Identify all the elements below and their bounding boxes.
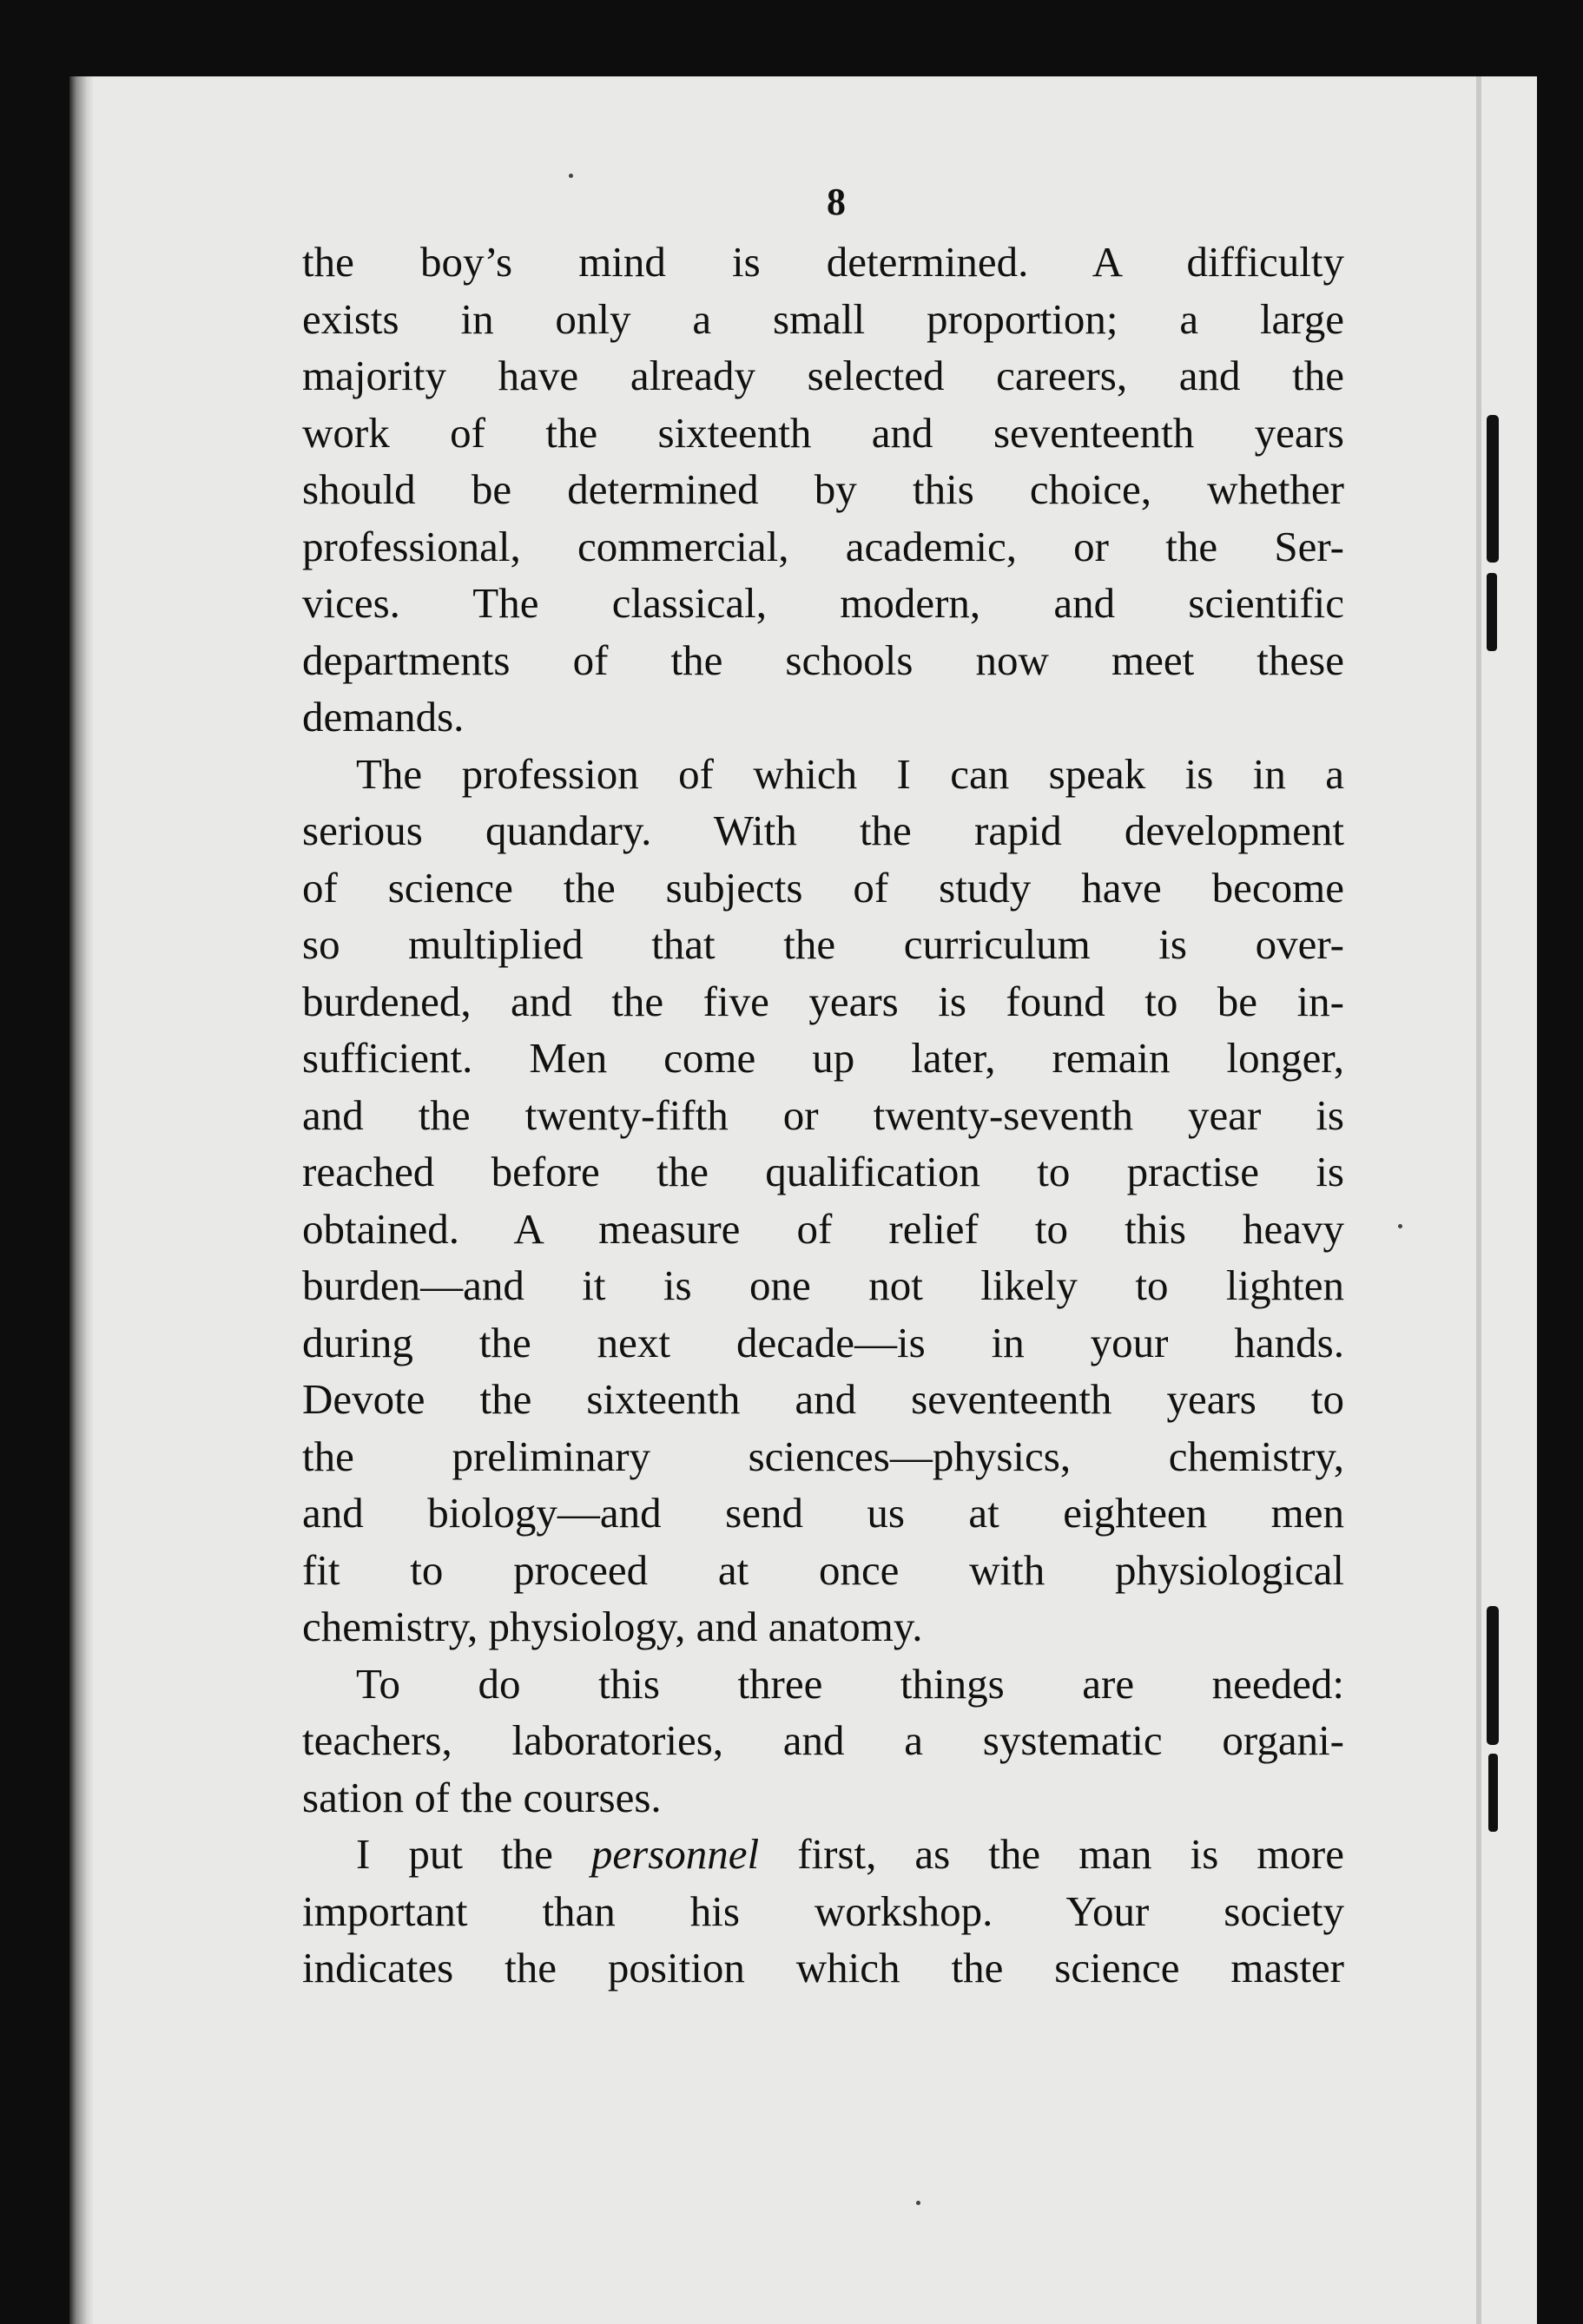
italic-word: personnel <box>590 1830 760 1878</box>
text-line: chemistry, physiology, and anatomy. <box>302 1603 923 1650</box>
binding-gutter <box>69 76 94 2324</box>
text-line: vices. The classical, modern, and scientific <box>302 579 1344 627</box>
text-line: work of the sixteenth and seventeenth years <box>302 408 1344 457</box>
scan-mark <box>1487 1606 1499 1745</box>
page-edge <box>1476 76 1481 2324</box>
text-line: the preliminary sciences—physics, chemistry, <box>302 1432 1344 1480</box>
text-line: obtained. A measure of relief to this heavy <box>302 1204 1344 1253</box>
text-line: indicates the position which the science master <box>302 1944 1344 1992</box>
text-line: professional, commercial, academic, or the Ser- <box>302 522 1344 570</box>
scan-mark <box>1487 415 1499 563</box>
text-line: reached before the qualification to practise is <box>302 1148 1344 1195</box>
text-line: of science the subjects of study have become <box>302 863 1344 912</box>
text-line: The profession of which I can speak is in a <box>356 749 1344 798</box>
text-run: I put the <box>356 1830 591 1878</box>
text-line: sation of the courses. <box>302 1773 662 1821</box>
text-line: majority have already selected careers, and the <box>302 352 1344 399</box>
text-line: burdened, and the five years is found to be in- <box>302 977 1344 1025</box>
scan-mark <box>1487 573 1497 651</box>
page-text <box>302 178 1344 1997</box>
scan-mark <box>1488 1754 1498 1832</box>
text-line: so multiplied that the curriculum is over- <box>302 920 1344 968</box>
text-line: departments of the schools now meet these <box>302 635 1344 684</box>
text-line: exists in only a small proportion; a large <box>302 294 1344 343</box>
text-line: sufficient. Men come up later, remain longer, <box>302 1034 1344 1082</box>
text-line: serious quandary. With the rapid development <box>302 806 1344 854</box>
speck <box>916 2201 920 2205</box>
text-run: first, as the man is more <box>759 1830 1344 1878</box>
text-line: teachers, laboratories, and a systematic organi- <box>302 1716 1344 1764</box>
text-line: the boy’s mind is determined. A difficulty <box>302 238 1344 286</box>
text-line: demands. <box>302 693 465 741</box>
text-line: and biology—and send us at eighteen men <box>302 1489 1344 1537</box>
page-number: 8 <box>827 181 846 223</box>
text-line: important than his workshop. Your society <box>302 1886 1344 1935</box>
text-line: fit to proceed at once with physiological <box>302 1545 1344 1594</box>
text-line: Devote the sixteenth and seventeenth years to <box>302 1375 1344 1423</box>
text-line: and the twenty-fifth or twenty-seventh year is <box>302 1090 1344 1139</box>
text-line: burden—and it is one not likely to lighten <box>302 1261 1344 1309</box>
text-line: should be determined by this choice, whether <box>302 465 1344 513</box>
text-line: during the next decade—is in your hands. <box>302 1318 1344 1366</box>
text-line <box>302 1826 1344 1883</box>
text-line: To do this three things are needed: <box>356 1659 1344 1708</box>
speck <box>1398 1224 1402 1228</box>
